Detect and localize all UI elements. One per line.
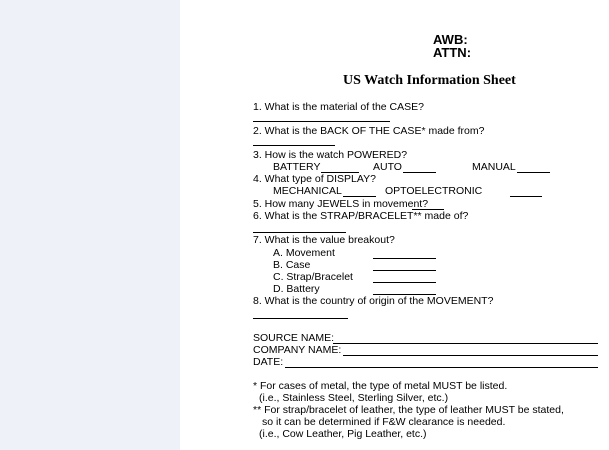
company-name-label: COMPANY NAME: (253, 344, 342, 356)
option-manual: MANUAL (472, 161, 516, 173)
question-5: 5. How many JEWELS in movement? (253, 198, 429, 210)
date-line[interactable] (285, 367, 598, 368)
awb-label: AWB: (433, 32, 468, 47)
value-item-battery: D. Battery (273, 283, 320, 295)
value-item-movement: A. Movement (273, 247, 335, 259)
footnote-2-continued: so it can be determined if F&W clearance is needed. (262, 416, 506, 428)
auto-answer-line[interactable] (403, 172, 436, 173)
option-auto: AUTO (373, 161, 402, 173)
question-1: 1. What is the material of the CASE? (253, 101, 424, 113)
question-4: 4. What type of DISPLAY? (253, 173, 376, 185)
answer-line-6[interactable] (253, 232, 346, 233)
question-7: 7. What is the value breakout? (253, 234, 395, 246)
question-8: 8. What is the country of origin of the MOVEMENT? (253, 295, 494, 307)
option-mechanical: MECHANICAL (273, 185, 342, 197)
answer-line-1[interactable] (253, 121, 390, 122)
question-2: 2. What is the BACK OF THE CASE* made from? (253, 125, 485, 137)
case-value-line[interactable] (373, 270, 436, 271)
mechanical-answer-line[interactable] (343, 196, 376, 197)
manual-answer-line[interactable] (517, 172, 550, 173)
footnote-1: * For cases of metal, the type of metal MUST be listed. (253, 380, 508, 392)
date-label: DATE: (253, 356, 284, 368)
question-3: 3. How is the watch POWERED? (253, 149, 408, 161)
option-battery: BATTERY (273, 161, 321, 173)
movement-value-line[interactable] (373, 258, 436, 259)
strap-value-line[interactable] (373, 282, 436, 283)
value-item-strap: C. Strap/Bracelet (273, 271, 353, 283)
footnote-2: ** For strap/bracelet of leather, the type of leather MUST be stated, (253, 404, 564, 416)
page-title: US Watch Information Sheet (343, 73, 516, 88)
footnote-1-example: (i.e., Stainless Steel, Sterling Silver, etc.) (259, 392, 449, 404)
company-name-line[interactable] (343, 355, 598, 356)
value-item-case: B. Case (273, 259, 311, 271)
source-name-label: SOURCE NAME: (253, 332, 335, 344)
option-optoelectronic: OPTOELECTRONIC (385, 185, 483, 197)
question-6: 6. What is the STRAP/BRACELET** made of? (253, 210, 469, 222)
answer-line-8[interactable] (253, 318, 348, 319)
source-name-line[interactable] (333, 343, 598, 344)
optoelectronic-answer-line[interactable] (510, 196, 542, 197)
attn-label: ATTN: (433, 45, 472, 60)
answer-line-2[interactable] (253, 145, 335, 146)
footnote-2-example: (i.e., Cow Leather, Pig Leather, etc.) (259, 428, 427, 440)
